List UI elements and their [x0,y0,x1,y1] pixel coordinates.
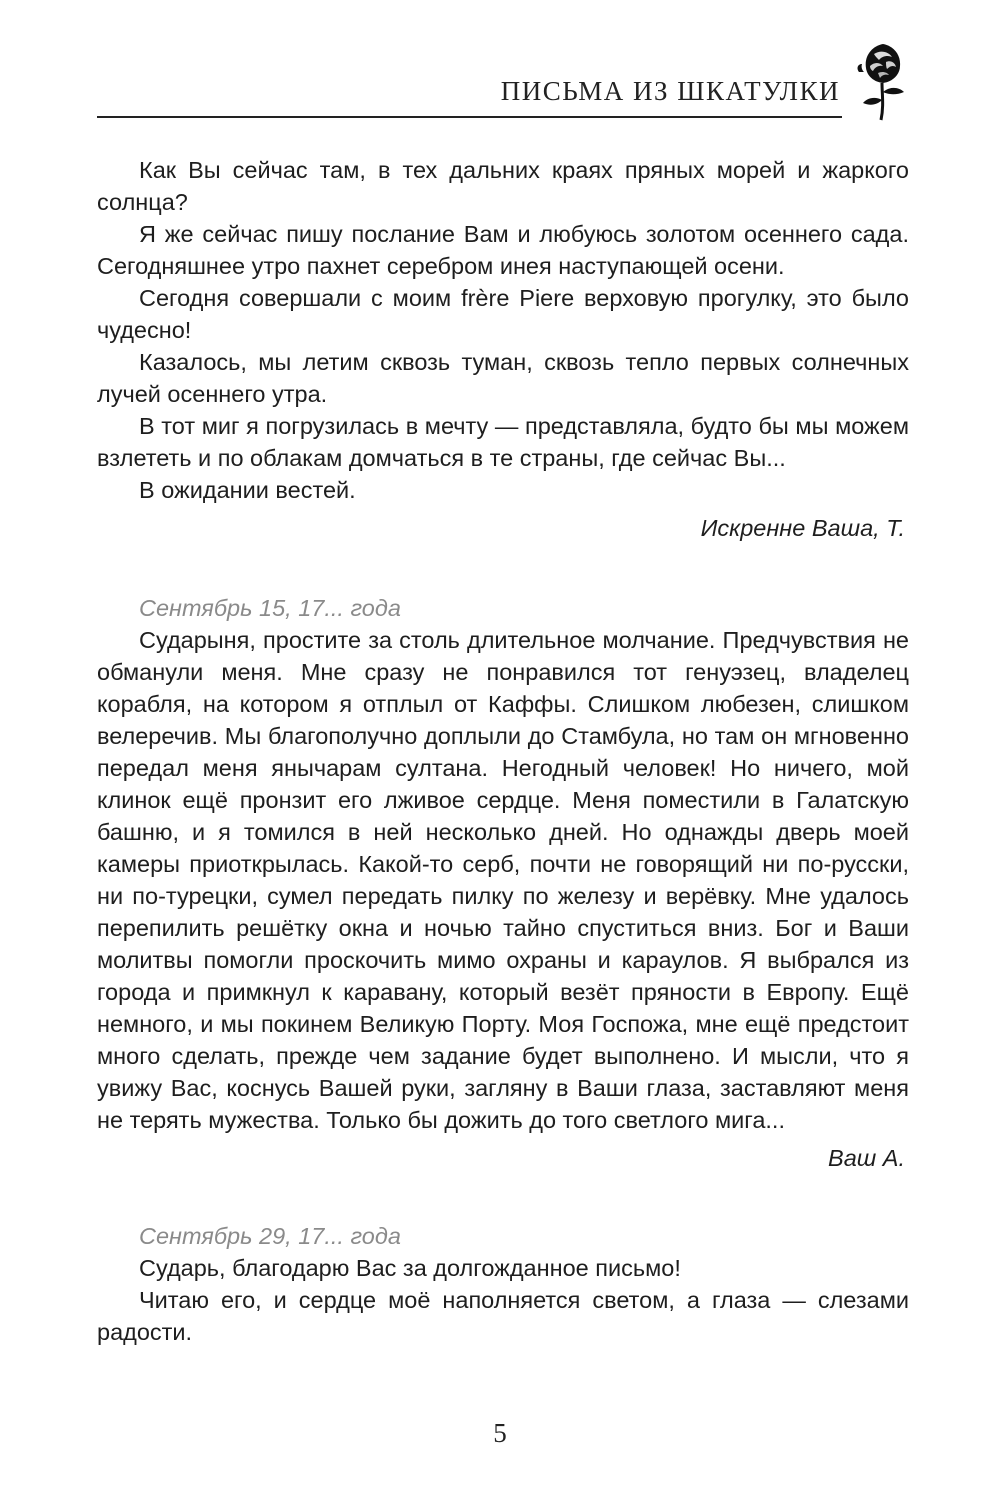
letter-signature: Ваш А. [828,1145,905,1171]
letter-1 [97,154,909,544]
rose-icon [852,40,914,122]
paragraph: В тот миг я погрузилась в мечту — представляла, будто бы мы можем взлететь и по облакам домчаться в те страны, где сейчас Вы... [97,413,909,471]
letter-date: Сентябрь 29, 17... года [139,1223,401,1249]
letter-signature: Искренне Ваша, Т. [700,515,905,541]
letter-2 [97,592,909,1174]
paragraph: Казалось, мы летим сквозь туман, сквозь тепло первых солнечных лучей осеннего утра. [97,349,909,407]
letter-date: Сентябрь 15, 17... года [139,595,401,621]
running-title: ПИСЬМА ИЗ ШКАТУЛКИ [500,76,840,106]
section-gap [97,1174,909,1220]
page-number: 5 [493,1418,507,1448]
running-head [97,70,842,110]
header-rule [97,116,842,118]
paragraph: Читаю его, и сердце моё наполняется светом, а глаза — слезами радости. [97,1287,909,1345]
paragraph: Сударь, благодарю Вас за долгожданное письмо! [139,1255,681,1281]
paragraph: В ожидании вестей. [139,477,356,503]
paragraph: Как Вы сейчас там, в тех дальних краях пряных морей и жаркого солнца? [97,157,909,215]
letter-3 [97,1220,909,1348]
page-body [97,154,909,1348]
paragraph: Сегодня совершали с моим frère Piere верховую прогулку, это было чудесно! [97,285,909,343]
section-gap [97,544,909,592]
paragraph: Сударыня, простите за столь длительное молчание. Предчувствия не обманули меня. Мне сразу не понравился тот генуэзец, владелец корабля, на котором я отплыл от Каффы. Слишком любезен, слишком велеречив. Мы благополучно доплыли до Стамбула, но там он мгновенно передал меня янычарам султана. Негодный человек! Но ничего, мой клинок ещё пронзит его лживое сердце. Меня поместили в Галатскую башню, и я томился в ней несколько дней. Но однажды дверь моей камеры приоткрылась. Какой-то серб, почти не говорящий ни по-русски, ни по-турецки, сумел передать пилку по железу и верёвку. Мне удалось перепилить решётку окна и ночью тайно спуститься вниз. Бог и Ваши молитвы помогли проскочить мимо охраны и караулов. Я выбрался из города и примкнул к каравану, который везёт пряности в Европу. Ещё немного, и мы покинем Великую Порту. Моя Госпожа, мне ещё предстоит много сделать, прежде чем задание будет выполнено. И мысли, что я увижу Вас, коснусь Вашей руки, загляну в Ваши глаза, заставляют меня не терять мужества. Только бы дожить до того светлого мига... [97,627,909,1133]
paragraph: Я же сейчас пишу послание Вам и любуюсь золотом осеннего сада. Сегодняшнее утро пахнет серебром инея наступающей осени. [97,221,909,279]
